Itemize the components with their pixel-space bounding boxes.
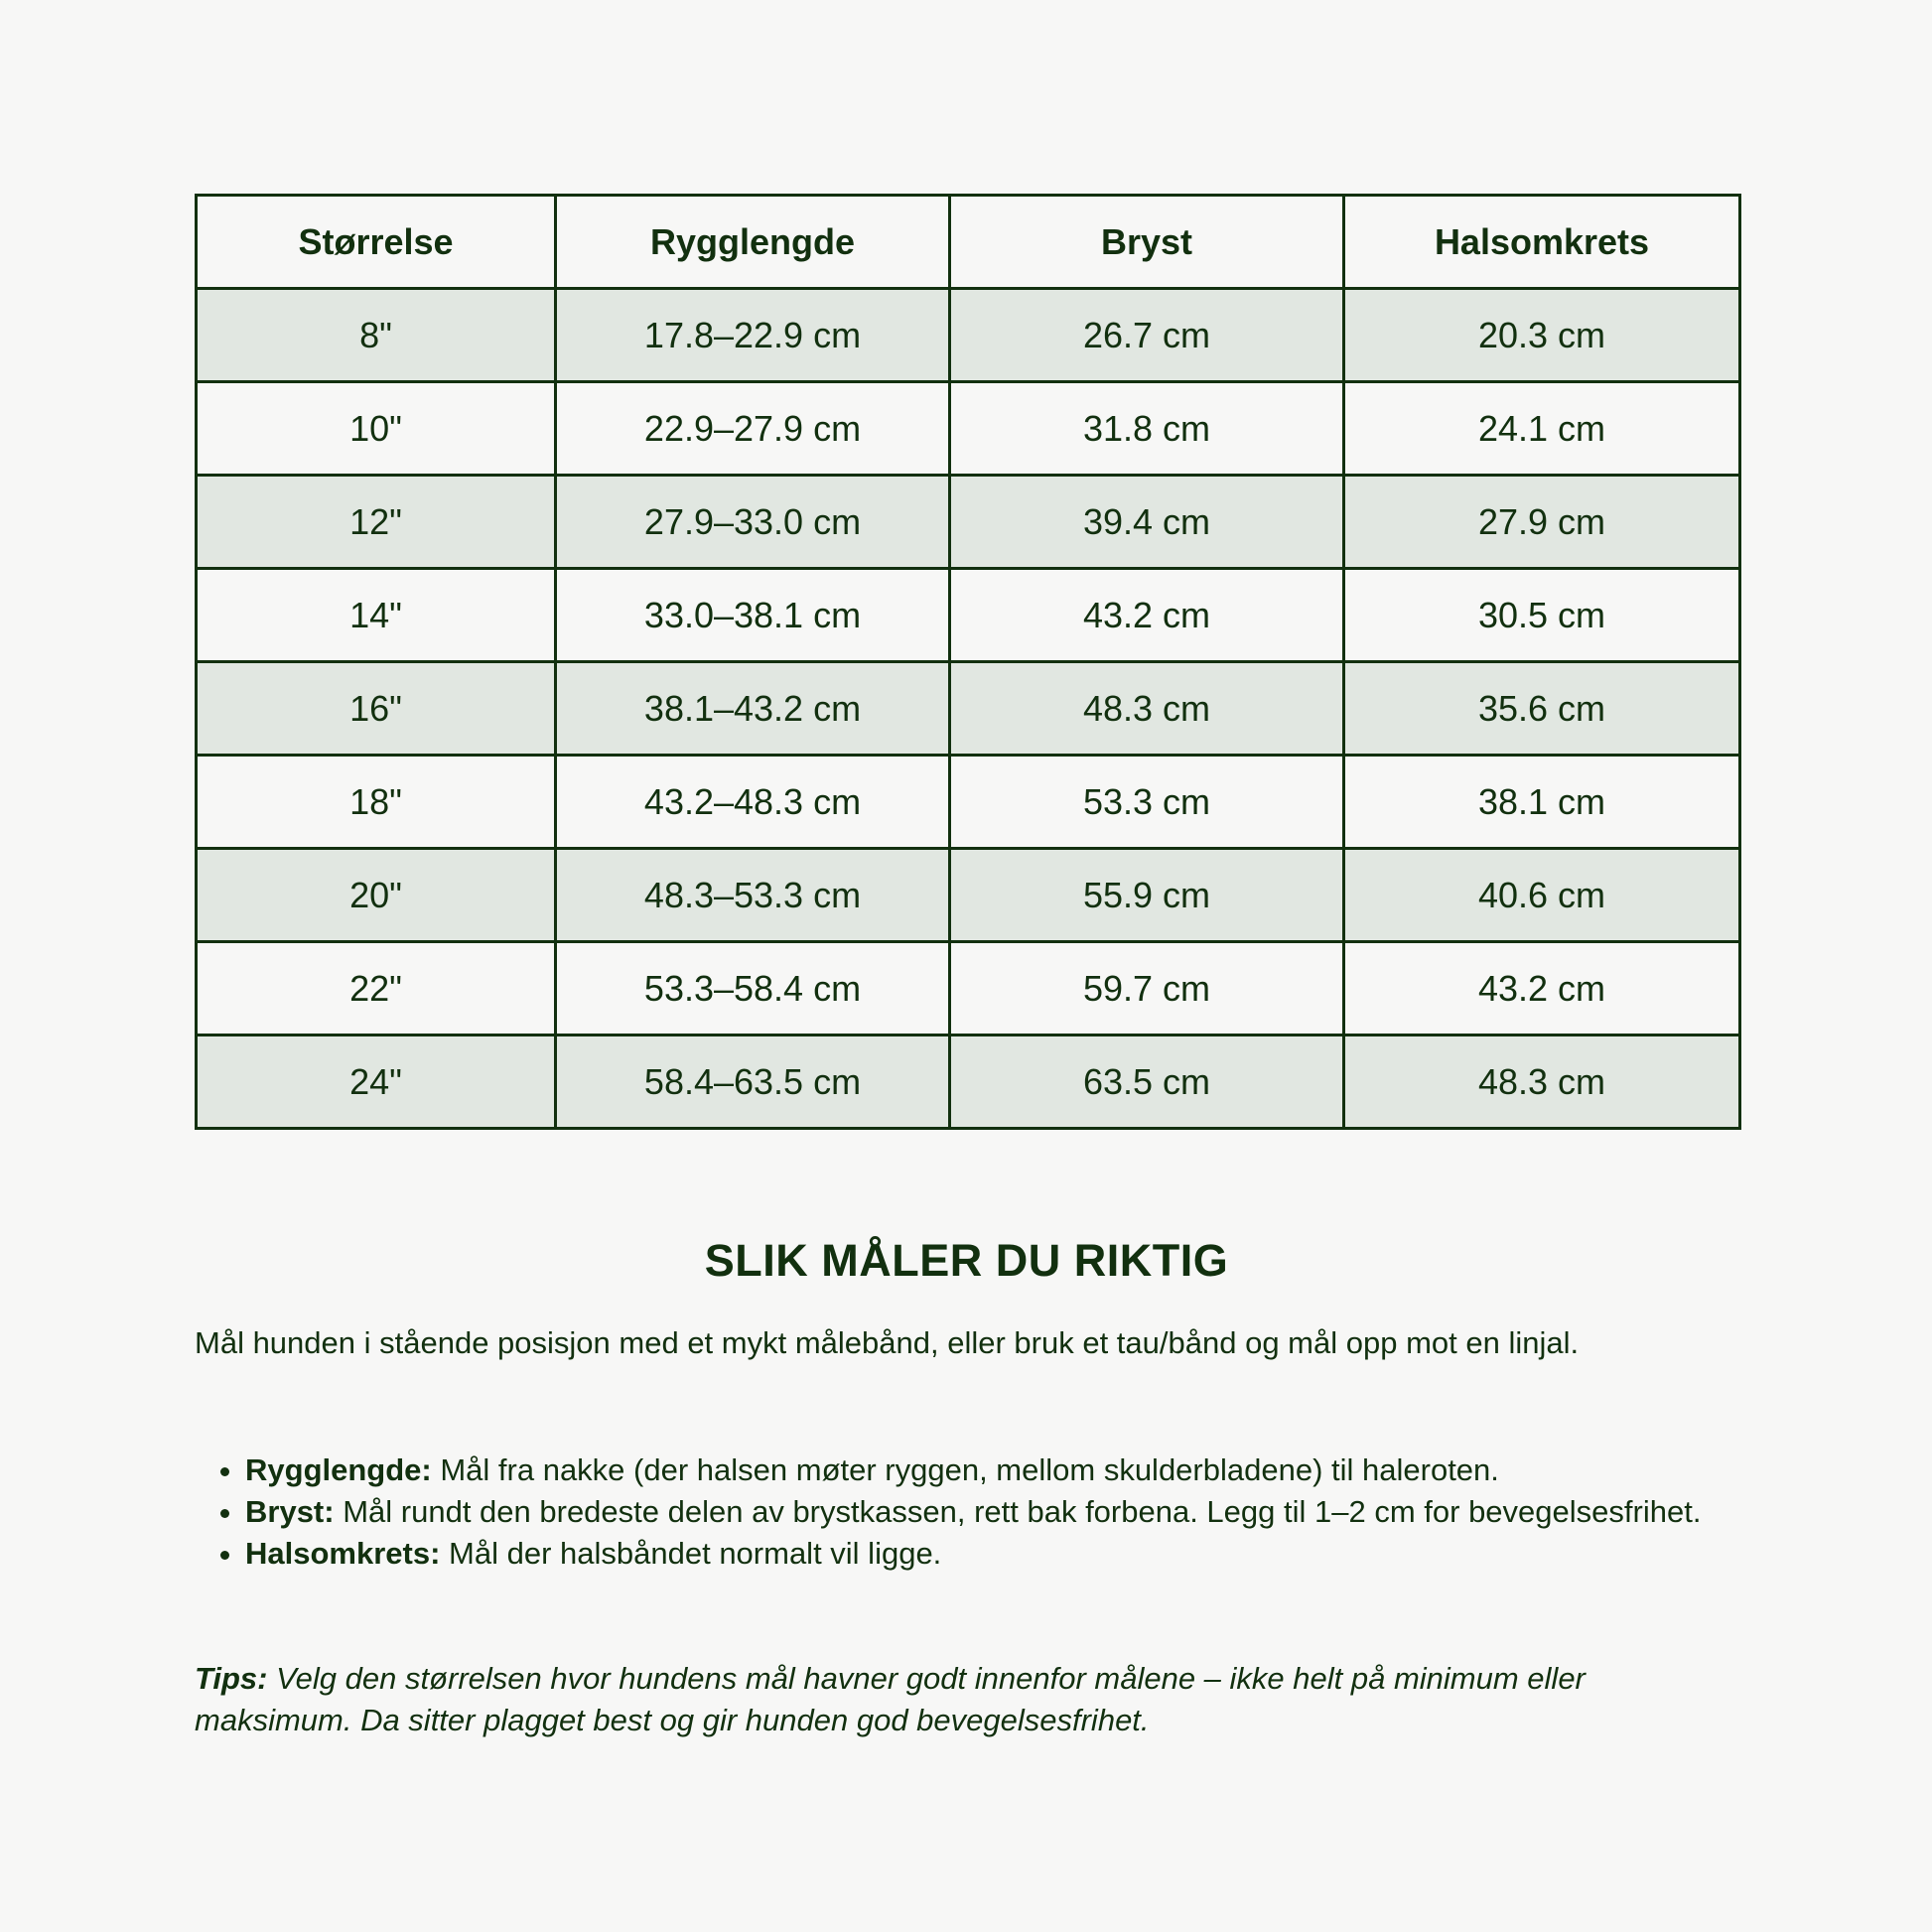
sizing-tip: [195, 1658, 1738, 1741]
table-row: [197, 476, 1740, 569]
cell-back-length: 58.4–63.5 cm: [556, 1035, 950, 1129]
cell-neck: 20.3 cm: [1344, 289, 1740, 382]
size-chart-table: [195, 194, 1741, 1130]
cell-chest: 55.9 cm: [950, 849, 1344, 942]
cell-chest: 63.5 cm: [950, 1035, 1344, 1129]
list-item: [245, 1449, 1789, 1491]
tip-text: Velg den størrelsen hvor hundens mål havner godt innenfor målene – ikke helt på minimum eller maksimum. Da sitter plagget best og gir hunden god bevegelsesfrihet.: [195, 1661, 1586, 1737]
cell-back-length: 38.1–43.2 cm: [556, 662, 950, 756]
table-row: [197, 569, 1740, 662]
list-item-label: Bryst:: [245, 1494, 335, 1529]
cell-back-length: 17.8–22.9 cm: [556, 289, 950, 382]
cell-size: 8": [197, 289, 556, 382]
cell-size: 20": [197, 849, 556, 942]
cell-neck: 43.2 cm: [1344, 942, 1740, 1035]
cell-chest: 43.2 cm: [950, 569, 1344, 662]
list-item: [245, 1533, 1789, 1575]
cell-size: 22": [197, 942, 556, 1035]
header-chest: Bryst: [950, 196, 1344, 289]
cell-back-length: 48.3–53.3 cm: [556, 849, 950, 942]
cell-neck: 35.6 cm: [1344, 662, 1740, 756]
header-back-length: Rygglengde: [556, 196, 950, 289]
list-item-label: Rygglengde:: [245, 1452, 432, 1487]
table-row: [197, 849, 1740, 942]
list-item-text: Mål fra nakke (der halsen møter ryggen, mellom skulderbladene) til haleroten.: [431, 1452, 1499, 1487]
table-row: [197, 1035, 1740, 1129]
cell-chest: 26.7 cm: [950, 289, 1344, 382]
cell-chest: 48.3 cm: [950, 662, 1344, 756]
cell-size: 12": [197, 476, 556, 569]
cell-neck: 40.6 cm: [1344, 849, 1740, 942]
cell-size: 14": [197, 569, 556, 662]
list-item: [245, 1491, 1789, 1533]
cell-back-length: 27.9–33.0 cm: [556, 476, 950, 569]
cell-neck: 30.5 cm: [1344, 569, 1740, 662]
measuring-instructions-list: [195, 1449, 1789, 1575]
cell-back-length: 22.9–27.9 cm: [556, 382, 950, 476]
cell-neck: 48.3 cm: [1344, 1035, 1740, 1129]
cell-chest: 31.8 cm: [950, 382, 1344, 476]
cell-chest: 39.4 cm: [950, 476, 1344, 569]
list-item-text: Mål der halsbåndet normalt vil ligge.: [440, 1536, 942, 1571]
cell-size: 10": [197, 382, 556, 476]
cell-neck: 27.9 cm: [1344, 476, 1740, 569]
table-header-row: [197, 196, 1740, 289]
cell-chest: 59.7 cm: [950, 942, 1344, 1035]
table-row: [197, 942, 1740, 1035]
cell-neck: 38.1 cm: [1344, 756, 1740, 849]
cell-size: 18": [197, 756, 556, 849]
list-item-text: Mål rundt den bredeste delen av brystkassen, rett bak forbena. Legg til 1–2 cm for bevegelsesfrihet.: [334, 1494, 1702, 1529]
cell-neck: 24.1 cm: [1344, 382, 1740, 476]
table-row: [197, 289, 1740, 382]
list-item-label: Halsomkrets:: [245, 1536, 441, 1571]
header-neck: Halsomkrets: [1344, 196, 1740, 289]
cell-back-length: 33.0–38.1 cm: [556, 569, 950, 662]
header-size: Størrelse: [197, 196, 556, 289]
cell-size: 24": [197, 1035, 556, 1129]
measuring-guide-intro: Mål hunden i stående posisjon med et mykt målebånd, eller bruk et tau/bånd og mål opp mot en linjal.: [195, 1325, 1580, 1360]
cell-size: 16": [197, 662, 556, 756]
table-row: [197, 756, 1740, 849]
tip-label: Tips:: [195, 1661, 268, 1696]
table-row: [197, 662, 1740, 756]
measuring-guide-title: SLIK MÅLER DU RIKTIG: [704, 1235, 1229, 1286]
cell-chest: 53.3 cm: [950, 756, 1344, 849]
table-row: [197, 382, 1740, 476]
cell-back-length: 43.2–48.3 cm: [556, 756, 950, 849]
cell-back-length: 53.3–58.4 cm: [556, 942, 950, 1035]
